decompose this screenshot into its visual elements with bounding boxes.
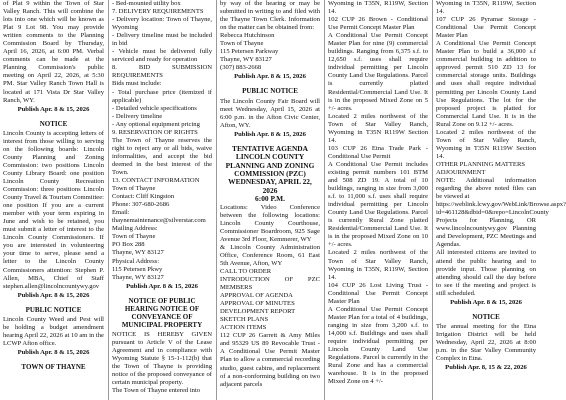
legal-notice-column — [432, 0, 566, 400]
publish-dates: Publish Apr. 8 & 15, 2026 — [450, 298, 522, 306]
notice-body: Locations: Video Conference between the following locations: Lincoln County Courthouse, Commissioner Boardroom, 925 Sage Avenue 3rd Floor, Kemmerer, WY & Lincoln County Administration Office, Conference Room, 61 East 5th Avenue, Afton, WY CALL TO ORDER INTRODUCTION OF PZC MEMBERS APPROVAL OF AGENDA APPROVAL OF MINUTES DEVELOPMENT REPORT SKETCH PLANS ACTION ITEMS 112 CUP 26 Garrett & Amy Miles and 95329 US 89 Revocable Trust - A Conditional Use Permit Master Plan to allow a commercial recording studio, guest cabins, and replacement of a non-conforming building on two adjacent parcels — [220, 203, 320, 388]
notice-body: - Bed-mounted utility box 7. DELIVERY REQUIREMENTS - Delivery location: Town of Thayne, Wyoming - Delivery timeline must be included in bid - Vehicle must be delivered fully serviced and ready for operation 8. BID SUBMISSION REQUIREMENTS Bids must include: - Total purchase price (itemized if applicable) - Detailed vehicle specifications - Delivery timeline - Any optional equipment pricing 9. RESERVATION OF RIGHTS The Town of Thayne reserves the right to reject any or all bids, waive informalities, and accept the bid deemed in the best interest of the Town. 13. CONTACT INFORMATION Town of Thayne Contact: Cliff Kingston Phone: 307-680-2686 Email: thaynemaintenance@silverstar.com Mailing Address: Town of Thayne PO Box 288 Thayne, WY 83127 Physical Address: 115 Petersen Pkwy Thayne, WY 83127 — [112, 0, 212, 281]
publish-dates: Publish Apr. 8, 15 & 22, 2026 — [445, 364, 527, 372]
notice-heading: NOTICE OF PUBLIC HEARING NOTICE OF CONVEYANCE OF MUNICIPAL PROPERTY — [121, 296, 203, 329]
notice-heading: TOWN OF THAYNE — [21, 362, 86, 371]
legal-notice-column — [216, 0, 324, 400]
notice-body: The annual meeting for the Etna Irrigation District will be held Wednesday, April 22, 2026 at 8:00 p.m. in the Star Valley Community Complex in Etna. — [436, 322, 538, 363]
notice-body: NOTICE IS HEREBY GIVEN pursuant to Article V of the Lease Agreement and in compliance with Wyoming Statute § 15-1-112(b) that the Town of Thayne is providing notice of the proposed conveyance of certain municipal property. The Town of Thayne entered into — [112, 330, 212, 395]
notice-heading: PUBLIC NOTICE — [242, 87, 298, 96]
notice-heading: PUBLIC NOTICE — [25, 305, 82, 314]
publish-dates: Publish Apr. 8 & 15, 2026 — [234, 130, 306, 138]
publish-dates: Publish Apr. 8 & 15, 2026 — [17, 105, 90, 113]
publish-dates: Publish Apr. 8 & 15, 2026 — [17, 348, 90, 356]
notice-body: Lincoln County is accepting letters of interest from those willing to serving on the following boards: Lincoln County Planning and Zoning Commission: two positions Lincoln County Library Board: one position Lincoln County Recreation Commission: three positions Lincoln County Travel & Tourism Committee: one position If you are a current member with your term expiring in June and wish to be retained, you must submit a letter of interest to the Lincoln County Commissioners. If you are interested in volunteering your time to serve, please send a letter to the Lincoln County Commissioners attention: Stephen P. Allen, MBA, Chief of Staff stephen.allen@lincolncountywy.gov — [3, 129, 106, 290]
notice-body: of Plat 9 within the Town of Star Valley Ranch. This will combine the lots into one which will be known as Plat 9 Lot 98. You may provide written comments to the Planning Commission Board by Thursday, April 16, 2026, at 6:00 PM. Verbal comments can be made at the Planning Commission's public meeting on April 22, 2026, at 5:30 PM. Star Valley Ranch Town Hall is located at 171 Vista Dr Star Valley Ranch, WY. — [3, 0, 106, 104]
notice-heading: NOTICE — [39, 119, 68, 128]
legal-notice-column — [0, 0, 108, 400]
publish-dates: Publish Apr. 8 & 15, 2026 — [17, 291, 90, 299]
publish-dates: Publish Apr. 8 & 15, 2026 — [126, 282, 198, 290]
notice-body: by way of the hearing or may be submitted in writing to and filed with the Thayne Town Clerk. Information on the matter can be obtained from: Rebecca Hutchinson Town of Thayne 115 Petersen Parkway Thayne, WY 83127 (307) 883-2668 — [220, 0, 320, 72]
notice-body: Wyoming in T35N, R119W, Section 14. 102 CUP 26 Brown - Conditional Use Permit Concept Master Plan A Conditional Use Permit Concept Master Plan for nine (9) commercial buildings. Ranging from 6,375 s.f. to 12,650 s.f. uses shall require individual permitting per Lincoln County Land Use Regulations. Parcel is currently platted Residential/Commercial Land Use. It is in the proposed Mixed Zone on 5 +/- acres. Located 2 miles northwest of the Town of Star Valley Ranch, Wyoming in T35N R119W Section 14. 103 CUP 26 Etna Trade Park - Conditional Use Permit A Conditional Use Permit includes existing permit numbers 101 BTM and 508 ZD 19. A total of 10 buildings, ranging in size from 3,000 s.f. to 11,000 s.f. uses shall require individual permitting per Lincoln County Land Use Regulations. Parcel is currently Rural Zone platted Residential/Commercial Land Use. It is in the proposed Mixed Zone on 10 +/- acres. Located 2 miles northwest of the Town of Star Valley Ranch, Wyoming in T35N, R119W, Section 14. 104 CUP 26 Lost Living Trust - Conditional Use Permit Concept Master Plan A Conditional Use Permit Concept Master Plan for a total of 4 buildings, ranging in size from 3,200 s.f. to 14,000 s.f. Buildings and uses shall require individual permitting per Lincoln County Land Use Regulations. Parcel is currently in the Rural Zone and has a commercial warehouse. It is in the proposed Mixed Zone on 4 +/- — [328, 0, 428, 386]
notice-heading: NOTICE — [472, 312, 500, 321]
agenda-heading: TENTATIVE AGENDA LINCOLN COUNTY PLANNING AND ZONING COMMISSION (PZC) WEDNESDAY, APRIL 22, 2026 6:00 P.M. — [225, 143, 315, 204]
notice-body: Lincoln County Weed and Pest will be holding a budget amendment hearing April 22, 2026 at 10 am in the LCWP Afton office. — [3, 315, 106, 347]
notice-body: The Lincoln County Fair Board will meet Wednesday, April 15, 2026 at 6:00 p.m. in the Afton Civic Center, Afton, WY. — [220, 97, 322, 129]
notice-body: Wyoming in T35N, R119W, Section 14. 107 CUP 26 Pyramar Storage - Conditional Use Permit Concept Master Plan A Conditional Use Permit Concept Master Plan to build a 36,000 s.f commercial building in addition to approved permit 510 ZD 13 for commercial storage units. Buildings and uses shall require individual permitting per Lincoln County Land Use Regulations. The lot for the proposed project is platted for Commercial Land Use. It is in the Rural Zone on 9.12 +/- acres. Located 2 miles northwest of the Town of Star Valley Ranch, Wyoming in T35N R119W Section 14. OTHER PLANNING MATTERS ADJOURNMENT NOTE: Additional information regarding the above noted files can be viewed at https://weblink.lcwy.gov/WebLink/Browse.aspx?id=461128&dbid=0&repo=LincolnCounty Projects for Planning, OR www.lincolncountywy.gov Planning and Development, PZC Meetings and Agendas. All interested citizens are invited to attend the public hearing and to provide input. Those planning on attending should call the day before to see if the meeting and project is still scheduled. — [436, 0, 566, 297]
publish-dates: Publish Apr. 8 & 15, 2026 — [234, 73, 306, 81]
legal-notice-column — [324, 0, 432, 400]
legal-notice-column — [108, 0, 216, 400]
